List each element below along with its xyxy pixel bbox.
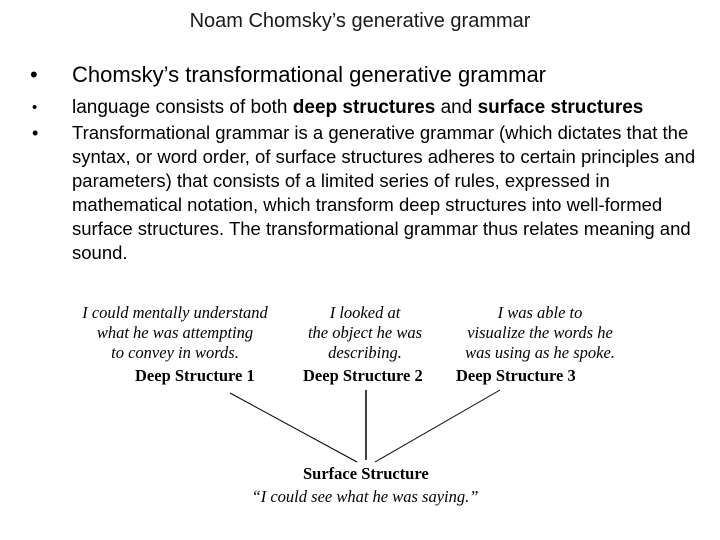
quote-line: the object he was (307, 323, 423, 342)
deep-structures-term: deep structures (292, 97, 436, 118)
connector-line-3 (375, 390, 500, 462)
bullet-text-prefix: language consists of both (72, 97, 293, 118)
bullet-marker: • (32, 99, 38, 116)
bullet-item-1 (24, 58, 704, 92)
quote-line: what he was attempting (96, 323, 254, 342)
quote-line: describing. (328, 343, 402, 362)
bullet-marker: • (30, 62, 38, 87)
quote-line: I could mentally understand (82, 303, 268, 322)
deep-structure-1-quote (66, 303, 284, 363)
surface-structures-term: surface structures (477, 97, 644, 118)
quote-line: I looked at (329, 303, 401, 322)
slide-title: Noam Chomsky’s generative grammar (189, 10, 531, 32)
deep-structure-2-label: Deep Structure 2 (303, 366, 423, 385)
deep-structure-2-quote (290, 303, 440, 363)
bullet-marker: • (32, 123, 39, 143)
deep-structure-3-label: Deep Structure 3 (456, 366, 576, 385)
structure-diagram (0, 300, 720, 520)
bullet-text-middle: and (435, 97, 478, 118)
surface-structure-label: Surface Structure (303, 464, 429, 483)
bullet-text: Transformational grammar is a generative grammar (which dictates that the syntax, or word order, of surface structures adheres to certain principles and parameters) that consists of a limited series of rules, expressed in mathematical notation, which transform deep structures into well-formed surface structures. The transformational grammar thus relates meaning and sound. (72, 122, 696, 263)
quote-line: visualize the words he (467, 323, 613, 342)
deep-structure-1-label: Deep Structure 1 (135, 366, 255, 385)
bullet-item-3 (24, 121, 704, 265)
bullet-list (24, 58, 704, 265)
bullet-text: Chomsky’s transformational generative grammar (72, 62, 546, 87)
bullet-item-2 (24, 95, 704, 121)
quote-line: to convey in words. (111, 343, 239, 362)
quote-line: I was able to (497, 303, 583, 322)
deep-structure-3-quote (445, 303, 635, 363)
quote-line: was using as he spoke. (465, 343, 615, 362)
surface-structure-quote: “I could see what he was saying.” (251, 487, 479, 506)
connector-line-1 (230, 393, 357, 462)
